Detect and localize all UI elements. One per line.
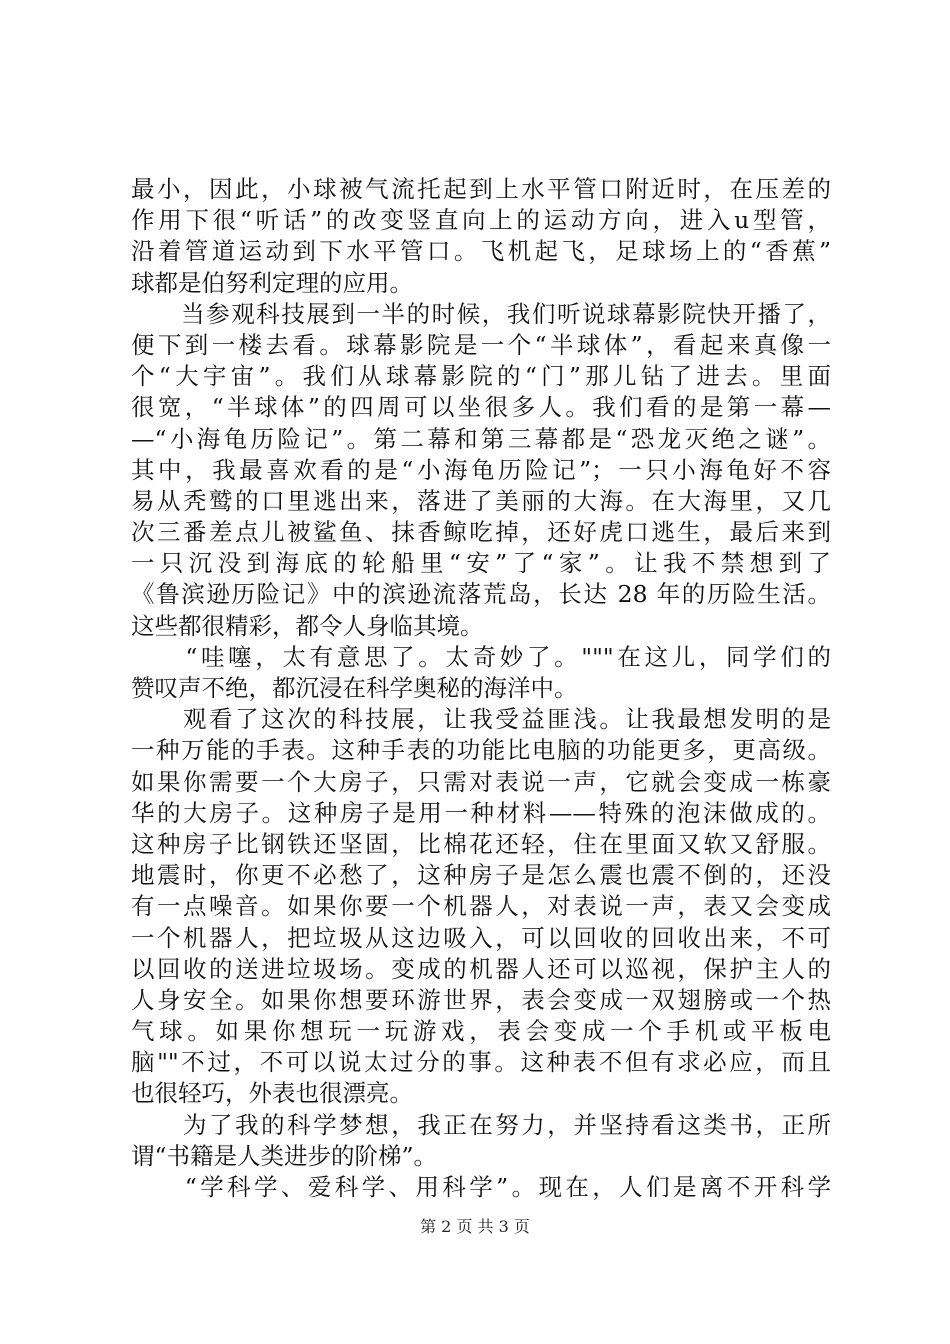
text-line: 华的大房子。这种房子是用一种材料——特殊的泡沫做成的。: [131, 798, 831, 827]
text-line: 也很轻巧，外表也很漂亮。: [131, 1079, 413, 1108]
text-line: 这种房子比钢铁还坚固，比棉花还轻，住在里面又软又舒服。: [131, 829, 831, 858]
text-line: “哇噻，太有意思了。太奇妙了。"""在这儿，同学们的: [131, 642, 831, 671]
text-line: 这些都很精彩，都令人身临其境。: [131, 611, 484, 640]
text-line: 谓“书籍是人类进步的阶梯”。: [131, 1141, 438, 1170]
text-line: 以回收的送进垃圾场。变成的机器人还可以巡视，保护主人的: [131, 954, 831, 983]
text-line: 观看了这次的科技展，让我受益匪浅。让我最想发明的是: [131, 705, 831, 734]
text-line: 脑""不过，不可以说太过分的事。这种表不但有求必应，而且: [131, 1048, 831, 1077]
text-line: 地震时，你更不必愁了，这种房子是怎么震也震不倒的，还没: [131, 861, 831, 890]
text-line: 易从秃鹫的口里逃出来，落进了美丽的大海。在大海里，又几: [131, 486, 831, 515]
text-line: 其中，我最喜欢看的是“小海龟历险记”；一只小海龟好不容: [131, 455, 831, 484]
text-line: 便下到一楼去看。球幕影院是一个“半球体”，看起来真像一: [131, 330, 831, 359]
text-line: 赞叹声不绝，都沉浸在科学奥秘的海洋中。: [131, 674, 578, 702]
text-line: 一种万能的手表。这种手表的功能比电脑的功能更多，更高级。: [131, 736, 831, 765]
text-line: 人身安全。如果你想要环游世界，表会变成一双翅膀或一个热: [131, 985, 831, 1014]
text-line: 很宽，“半球体”的四周可以坐很多人。我们看的是第一幕—: [131, 393, 831, 422]
text-line: 一只沉没到海底的轮船里“安”了“家”。让我不禁想到了: [131, 549, 831, 578]
text-line: 次三番差点儿被鲨鱼、抹香鲸吃掉，还好虎口逃生，最后来到: [131, 518, 831, 547]
text-line: 有一点噪音。如果你要一个机器人，对表说一声，表又会变成: [131, 892, 831, 921]
text-line: 气球。如果你想玩一玩游戏，表会变成一个手机或平板电: [131, 1017, 831, 1046]
text-line: 沿着管道运动到下水平管口。飞机起飞，足球场上的“香蕉”: [131, 237, 831, 266]
text-line: 《鲁滨逊历险记》中的滨逊流落荒岛，长达 28 年的历险生活。: [131, 580, 831, 609]
text-line: 作用下很“听话”的改变竖直向上的运动方向，进入u型管，: [131, 206, 831, 235]
text-line: 球都是伯努利定理的应用。: [131, 268, 413, 297]
text-line: 最小，因此，小球被气流托起到上水平管口附近时，在压差的: [131, 175, 831, 203]
body-text: [131, 174, 831, 1203]
text-line: 当参观科技展到一半的时候，我们听说球幕影院快开播了，: [131, 299, 831, 328]
text-line: 如果你需要一个大房子，只需对表说一声，它就会变成一栋豪: [131, 767, 831, 796]
text-line: 个“大宇宙”。我们从球幕影院的“门”那儿钻了进去。里面: [131, 362, 831, 391]
page-footer: 第 2 页 共 3 页: [420, 1217, 530, 1236]
text-line: 为了我的科学梦想，我正在努力，并坚持看这类书，正所: [131, 1110, 831, 1139]
text-line: 一个机器人，把垃圾从这边吸入，可以回收的回收出来，不可: [131, 923, 831, 952]
text-line: —“小海龟历险记”。第二幕和第三幕都是“恐龙灭绝之谜”。: [131, 424, 831, 453]
text-line: “学科学、爱科学、用科学”。现在，人们是离不开科学: [131, 1173, 831, 1201]
